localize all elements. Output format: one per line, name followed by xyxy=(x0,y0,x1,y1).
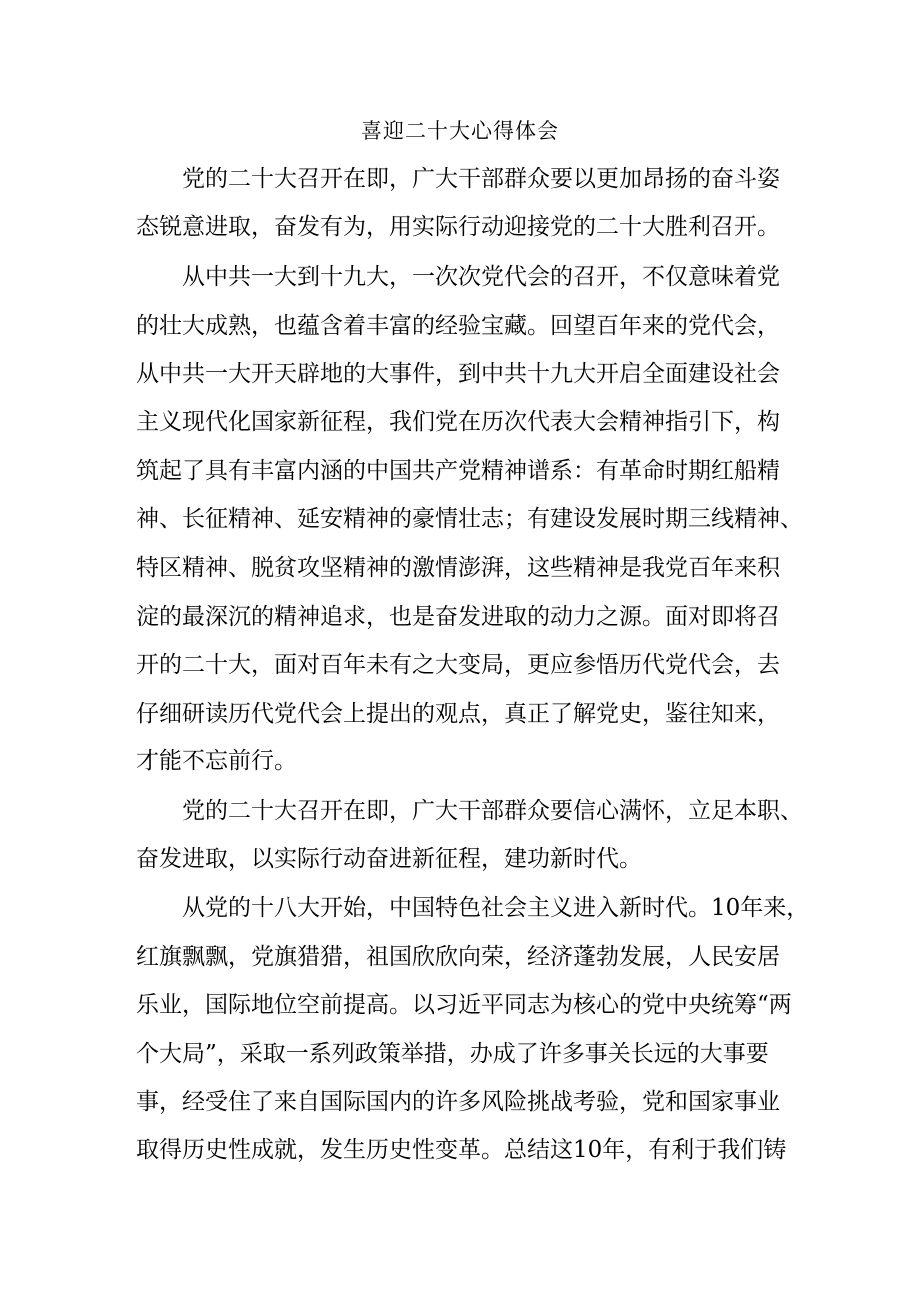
paragraph-line: 红旗飘飘，党旗猎猎，祖国欣欣向荣，经济蓬勃发展，人民安居 xyxy=(136,944,780,970)
paragraph-line: 神、长征精神、延安精神的豪情壮志；有建设发展时期三线精神、 xyxy=(136,506,803,532)
paragraph-line: 的壮大成熟，也蕴含着丰富的经验宝藏。回望百年来的党代会， xyxy=(136,313,780,339)
paragraph-line: 个大局”，采取一系列政策举措，办成了许多事关长远的大事要 xyxy=(136,1041,769,1067)
paragraph-line: 从中共一大到十九大，一次次党代会的召开，不仅意味着党 xyxy=(136,264,780,290)
paragraph-line: 奋发进取，以实际行动奋进新征程，建功新时代。 xyxy=(136,846,642,872)
paragraph-line: 从党的十八大开始，中国特色社会主义进入新时代。10年来， xyxy=(136,895,810,921)
document-title: 喜迎二十大心得体会 xyxy=(361,119,559,143)
paragraph-line: 主义现代化国家新征程，我们党在历次代表大会精神指引下，构 xyxy=(136,409,780,435)
paragraph-line: 事，经受住了来自国际国内的许多风险挑战考验，党和国家事业 xyxy=(136,1089,780,1115)
paragraph-line: 仔细研读历代党代会上提出的观点，真正了解党史，鉴往知来， xyxy=(136,701,780,727)
paragraph-line: 党的二十大召开在即，广大干部群众要以更加昂扬的奋斗姿 xyxy=(136,166,780,192)
paragraph-line: 开的二十大，面对百年未有之大变局，更应参悟历代党代会，去 xyxy=(136,652,780,678)
paragraph-line: 筑起了具有丰富内涵的中国共产党精神谱系：有革命时期红船精 xyxy=(136,458,780,484)
paragraph-line: 才能不忘前行。 xyxy=(136,748,297,774)
paragraph-line: 取得历史性成就，发生历史性变革。总结这10年，有利于我们铸 xyxy=(136,1137,787,1163)
paragraph-line: 淀的最深沉的精神追求，也是奋发进取的动力之源。面对即将召 xyxy=(136,604,780,630)
paragraph-line: 从中共一大开天辟地的大事件，到中共十九大开启全面建设社会 xyxy=(136,361,780,387)
paragraph-line: 乐业，国际地位空前提高。以习近平同志为核心的党中央统筹“两 xyxy=(136,992,792,1018)
paragraph-line: 党的二十大召开在即，广大干部群众要信心满怀，立足本职、 xyxy=(136,798,803,824)
paragraph-line: 特区精神、脱贫攻坚精神的激情澎湃，这些精神是我党百年来积 xyxy=(136,555,780,581)
paragraph-line: 态锐意进取，奋发有为，用实际行动迎接党的二十大胜利召开。 xyxy=(136,214,780,240)
